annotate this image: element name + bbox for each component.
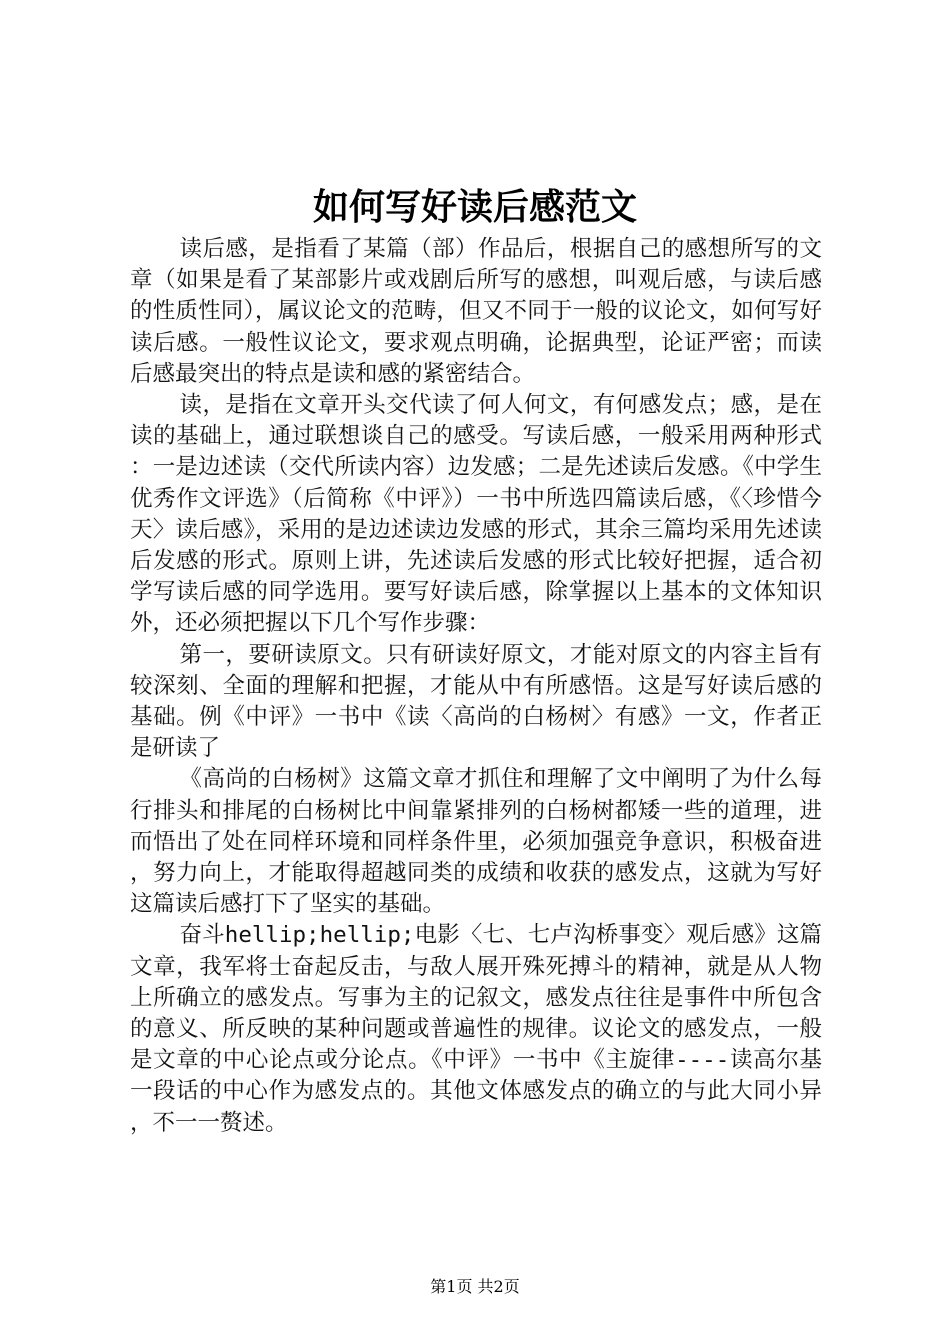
document-title: 如何写好读后感范文 [312, 186, 637, 228]
document-body [130, 234, 822, 1139]
paragraph-3: 第一，要研读原文。只有研读好原文，才能对原文的内容主旨有较深刻、全面的理解和把握，才能从中有所感悟。这是写好读后感的基础。例《中评》一书中《读〈高尚的白杨树〉有感》一文，作者正是研读了 [130, 641, 822, 762]
page-number-footer: 第1页 共2页 [430, 1277, 520, 1296]
paragraph-1: 读后感，是指看了某篇（部）作品后，根据自己的感想所写的文章（如果是看了某部影片或戏剧后所写的感想，叫观后感，与读后感的性质性同），属议论文的范畴，但又不同于一般的议论文，如何写好读后感。一般性议论文，要求观点明确，论据典型，论证严密；而读后感最突出的特点是读和感的紧密结合。 [130, 236, 822, 387]
paragraph-2: 读，是指在文章开头交代读了何人何文，有何感发点；感，是在读的基础上，通过联想谈自己的感受。写读后感，一般采用两种形式：一是边述读（交代所读内容）边发感；二是先述读后发感。《中学生优秀作文评选》（后简称《中评》）一书中所选四篇读后感，《〈珍惜今天〉读后感》，采用的是边述读边发感的形式，其余三篇均采用先述读后发感的形式。原则上讲，先述读后发感的形式比较好把握，适合初学写读后感的同学选用。要写好读后感，除掌握以上基本的文体知识外，还必须把握以下几个写作步骤： [130, 392, 822, 637]
paragraph-4: 《高尚的白杨树》这篇文章才抓住和理解了文中阐明了为什么每行排头和排尾的白杨树比中间靠紧排列的白杨树都矮一些的道理，进而悟出了处在同样环境和同样条件里，必须加强竞争意识，积极奋进，努力向上，才能取得超越同类的成绩和收获的感发点，这就为写好这篇读后感打下了坚实的基础。 [130, 766, 822, 918]
paragraph-5: 奋斗hellip;hellip;电影〈七、七卢沟桥事变〉观后感》这篇文章，我军将士奋起反击，与敌人展开殊死搏斗的精神，就是从人物上所确立的感发点。写事为主的记叙文，感发点往往是事件中所包含的意义、所反映的某种问题或普遍性的规律。议论文的感发点，一般是文章的中心论点或分论点。《中评》一书中《主旋律----读高尔基一段话的中心作为感发点的。其他文体感发点的确立的与此大同小异，不一一赘述。 [130, 922, 822, 1136]
